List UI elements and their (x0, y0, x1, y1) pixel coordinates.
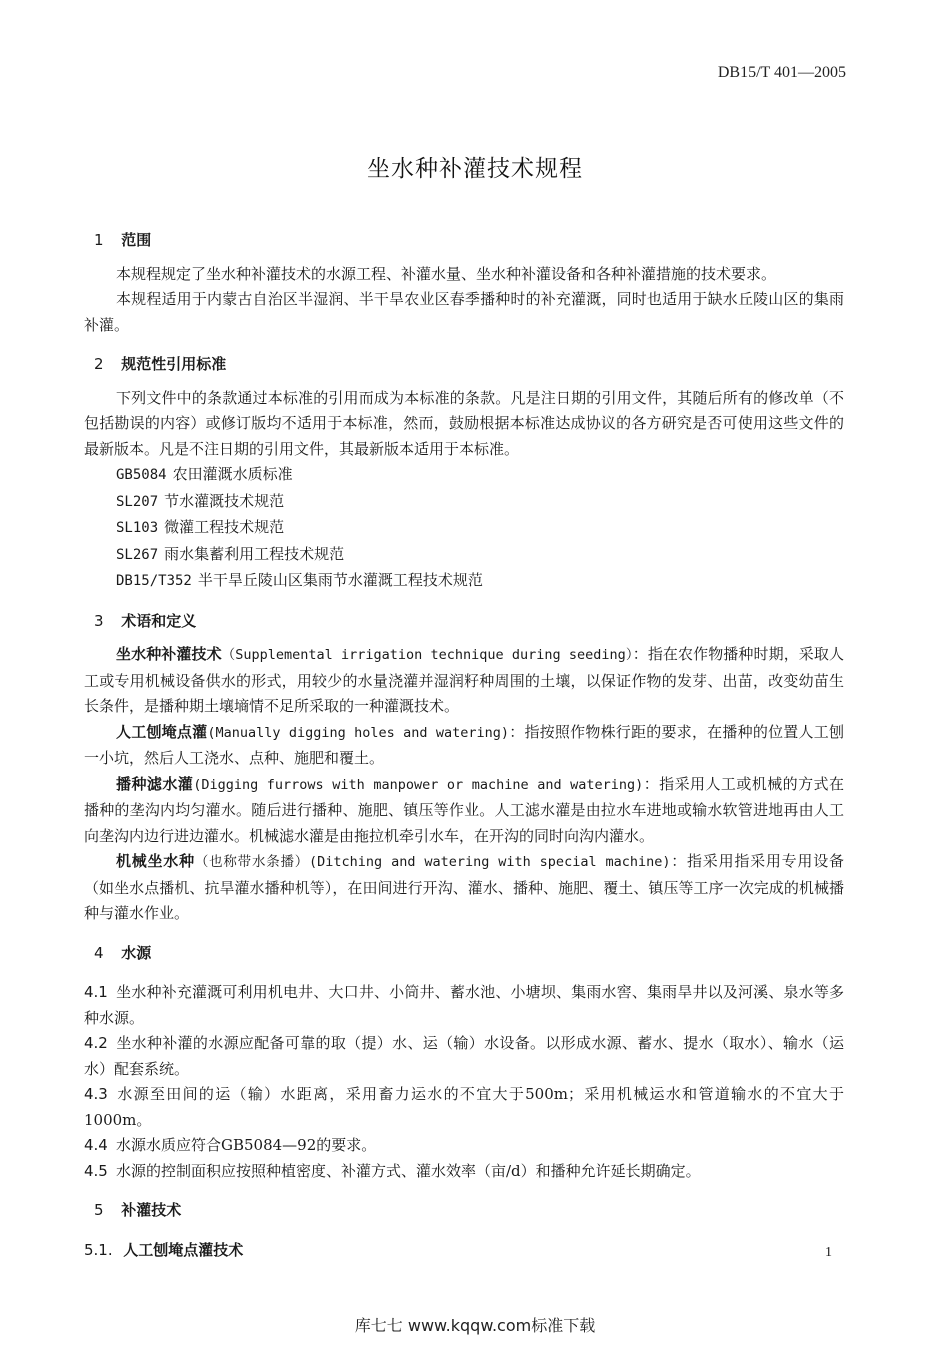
term-name: 机械坐水种 (116, 852, 195, 870)
term-description: ：指采用指采用专用设备（如坐水点播机、抗旱灌水播种机等），在田间进行开沟、灌水、播种、施肥、覆土、镇压等工序一次完成的机械播种与灌水作业。 (84, 852, 844, 922)
section-title: 水源 (121, 943, 152, 962)
section-title: 范围 (121, 231, 152, 249)
clause-number: 4.4 (84, 1136, 108, 1154)
section-number: 1 (94, 231, 104, 249)
reference-item (116, 489, 844, 516)
reference-item (116, 462, 844, 489)
reference-item (116, 515, 844, 542)
term-definition (84, 772, 844, 850)
reference-code: SL103 (116, 520, 159, 536)
reference-name: 农田灌溉水质标准 (172, 465, 293, 483)
term-definition (84, 849, 844, 927)
term-name: 播种滤水灌 (116, 774, 194, 793)
clause-number: 4.3 (84, 1085, 108, 1103)
term-description: ：指按照作物株行距的要求，在播种的位置人工刨一小坑，然后人工浇水、点种、施肥和覆土。 (84, 722, 844, 767)
clause-item (84, 1031, 844, 1082)
clause-item (84, 980, 844, 1031)
term-definition (84, 720, 844, 772)
section-heading-4 (84, 941, 844, 967)
clause-text: 坐水种补充灌溉可利用机电井、大口井、小筒井、蓄水池、小塘坝、集雨水窖、集雨旱井以及河溪、泉水等多种水源。 (84, 983, 844, 1027)
term-definition (84, 642, 844, 720)
paragraph: 本规程适用于内蒙古自治区半湿润、半干旱农业区春季播种时的补充灌溉，同时也适用于缺水丘陵山区的集雨补灌。 (84, 290, 844, 334)
subsection-heading-5-1 (84, 1238, 844, 1264)
reference-name: 节水灌溉技术规范 (164, 491, 285, 510)
section-heading-2 (84, 352, 844, 378)
section-title: 补灌技术 (121, 1201, 182, 1219)
clause-item (84, 1133, 844, 1159)
section-heading-5 (84, 1198, 844, 1224)
section-number: 5 (94, 1201, 104, 1219)
page-title: 坐水种补灌技术规程 (367, 156, 583, 182)
reference-name: 雨水集蓄利用工程技术规范 (164, 544, 345, 563)
clause-text: 坐水种补灌的水源应配备可靠的取（提）水、运（输）水设备。以形成水源、蓄水、提水（取水）、输水（运水）配套系统。 (84, 1034, 844, 1078)
clause-text: 水源至田间的运（输）水距离，采用畜力运水的不宜大于500m；采用机械运水和管道输水的不宜大于1000m。 (84, 1085, 844, 1129)
section-number: 2 (94, 355, 104, 373)
reference-code: DB15/T352 (116, 573, 192, 589)
section-number: 4 (94, 943, 104, 962)
clause-text: 水源的控制面积应按照种植密度、补灌方式、灌水效率（亩/d）和播种允许延长期确定。 (116, 1161, 701, 1180)
reference-code: GB5084 (116, 467, 167, 483)
clause-item (84, 1159, 844, 1185)
term-english: (Manually digging holes and watering) (207, 724, 509, 741)
reference-code: SL267 (116, 546, 159, 563)
clause-number: 4.5 (84, 1161, 108, 1180)
subsection-number: 5.1. (84, 1240, 113, 1259)
term-english: （也称带水条播）(Ditching and watering with special machine) (194, 854, 671, 870)
reference-item (116, 542, 844, 569)
term-name: 人工刨埯点灌 (116, 722, 208, 741)
section-number: 3 (94, 611, 104, 630)
section-heading-1 (84, 228, 844, 254)
standard-code: DB15/T 401—2005 (717, 64, 846, 81)
section-heading-3 (84, 609, 844, 635)
section-title: 术语和定义 (121, 611, 197, 630)
document-body (84, 228, 844, 1263)
term-english: (Digging furrows with manpower or machine and watering) (193, 776, 644, 793)
clause-text: 水源水质应符合GB5084—92的要求。 (116, 1136, 377, 1154)
reference-name: 半干旱丘陵山区集雨节水灌溉工程技术规范 (197, 571, 483, 589)
reference-name: 微灌工程技术规范 (164, 518, 285, 536)
clause-item (84, 1082, 844, 1133)
term-description: ：指在农作物播种时期，采取人工或专用机械设备供水的形式，用较少的水量浇灌并湿润籽种周围的土壤，以保证作物的发芽、出苗，改变幼苗生长条件，是播种期土壤墒情不足所采取的一种灌溉技术。 (84, 645, 844, 715)
reference-code: SL207 (116, 493, 159, 510)
term-english: （Supplemental irrigation technique during seeding） (221, 647, 633, 663)
subsection-title: 人工刨埯点灌技术 (123, 1240, 244, 1259)
section-title: 规范性引用标准 (121, 355, 227, 373)
clause-number: 4.2 (84, 1034, 108, 1052)
term-description: ：指采用人工或机械的方式在播种的垄沟内均匀灌水。随后进行播种、施肥、镇压等作业。人工滤水灌是由拉水车进地或输水软管进地再由人工向垄沟内边行进边灌水。机械滤水灌是由拖拉机牵引水车，在开沟的同时向沟内灌水。 (84, 774, 844, 845)
footer-watermark: 库七七 www.kqqw.com标准下载 (354, 1316, 596, 1335)
paragraph: 本规程规定了坐水种补灌技术的水源工程、补灌水量、坐水种补灌设备和各种补灌措施的技术要求。 (116, 264, 777, 283)
page-number: 1 (825, 1245, 832, 1260)
clause-number: 4.1 (84, 983, 108, 1001)
paragraph: 下列文件中的条款通过本标准的引用而成为本标准的条款。凡是注日期的引用文件，其随后所有的修改单（不包括勘误的内容）或修订版均不适用于本标准，然而，鼓励根据本标准达成协议的各方研究是否可使用这些文件的最新版本。凡是不注日期的引用文件，其最新版本适用于本标准。 (84, 388, 844, 458)
reference-item (116, 568, 844, 595)
term-name: 坐水种补灌技术 (116, 645, 222, 663)
